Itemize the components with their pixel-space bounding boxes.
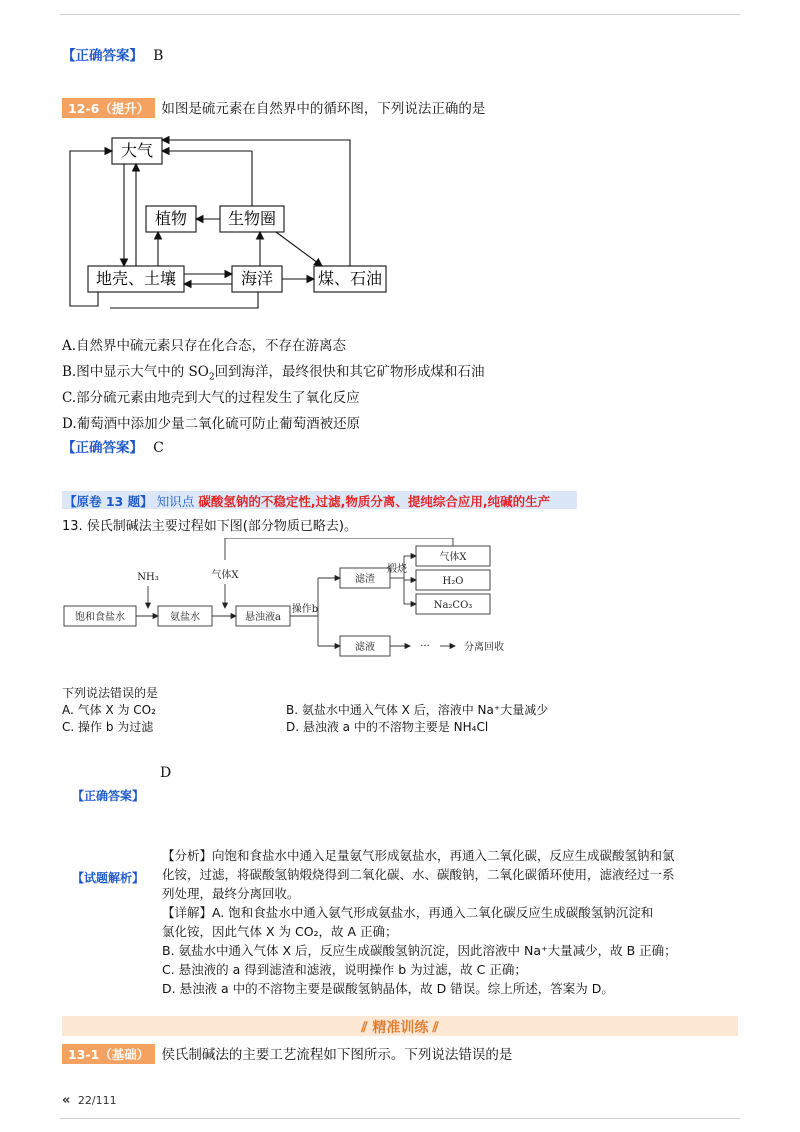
section-deco-right: ⫽ (432, 1020, 439, 1036)
label-dots: ··· (420, 641, 430, 652)
node-coal: 煤、石油 (317, 269, 383, 288)
answer-value: C (153, 440, 164, 456)
analysis-label: 【试题解析】 (72, 871, 145, 885)
answer-label: 【正确答案】 (62, 440, 143, 456)
node-biosphere: 生物圈 (227, 209, 277, 228)
label-operation-b: 操作b (291, 604, 319, 615)
knowledge-point-line (64, 492, 550, 510)
analysis-line: 【详解】A. 饱和食盐水中通入氨气形成氨盐水，再通入二氧化碳反应生成碳酸氢钠沉淀和 (162, 905, 654, 920)
question-stem: 如图是硫元素在自然界中的循环图，下列说法正确的是 (161, 101, 486, 117)
option-b-post: 回到海洋，最终很快和其它矿物形成煤和石油 (214, 364, 485, 380)
footer-chevron-icon: « (62, 1093, 71, 1108)
question-13-1-heading (62, 1043, 512, 1064)
option-13-c: C. 操作 b 为过滤 (62, 720, 154, 734)
node-atmosphere: 大气 (120, 141, 154, 160)
bottom-divider (60, 1118, 740, 1119)
hou-process-flow (60, 538, 530, 668)
question-tag: 13-1（基础） (62, 1044, 155, 1064)
option-b-pre: B.图中显示大气中的 SO (62, 364, 209, 380)
section-title: 精准训练 (372, 1020, 429, 1036)
answer-13-label: 【正确答案】 (72, 789, 145, 803)
label-calcine: 煅烧 (387, 564, 407, 575)
original-question-label: 【原卷 13 题】 (64, 494, 153, 509)
top-divider (60, 14, 740, 15)
analysis-line: 列处理，最终分离回收。 (162, 886, 300, 901)
node-plant: 植物 (154, 209, 188, 228)
question-stem: 侯氏制碱法的主要工艺流程如下图所示。下列说法错误的是 (161, 1047, 513, 1063)
answer-13-value: D (160, 765, 172, 781)
option-13-d: D. 悬浊液 a 中的不溶物主要是 NH₄Cl (286, 720, 489, 734)
answer-line (62, 44, 163, 64)
answer-line-12-6 (62, 436, 164, 456)
label-residue: 滤渣 (355, 574, 375, 585)
option-13-b: B. 氨盐水中通入气体 X 后，溶液中 Na⁺大量减少 (286, 703, 549, 717)
section-deco-left: ⫽ (361, 1020, 373, 1036)
knowledge-point-label: 知识点 (156, 494, 195, 509)
option-a: A.自然界中硫元素只存在化合态，不存在游离态 (62, 338, 347, 354)
section-heading (0, 1017, 800, 1037)
question-13-prompt: 下列说法错误的是 (62, 686, 159, 700)
option-13-a: A. 气体 X 为 CO₂ (62, 703, 156, 717)
answer-value: B (153, 48, 164, 64)
analysis-line: D. 悬浊液 a 中的不溶物主要是碳酸氢钠晶体，故 D 错误。综上所述，答案为 D。 (162, 981, 614, 996)
analysis-body (162, 846, 742, 998)
label-filtrate: 滤液 (355, 642, 375, 653)
node-ocean: 海洋 (240, 269, 274, 288)
analysis-line: 化铵，过滤，将碳酸氢钠煅烧得到二氧化碳、水、碳酸钠，二氧化碳循环使用，滤液经过一系 (162, 867, 675, 882)
option-c: C.部分硫元素由地壳到大气的过程发生了氧化反应 (62, 390, 360, 406)
question-tag: 12-6（提升） (62, 98, 155, 118)
label-out-na2co3: Na₂CO₃ (433, 600, 473, 611)
label-nh3: NH₃ (137, 572, 159, 583)
label-saturated-brine: 饱和食盐水 (75, 612, 125, 623)
analysis-line: 氯化铵，因此气体 X 为 CO₂，故 A 正确； (162, 924, 398, 939)
label-suspension: 悬浊液a (245, 612, 281, 623)
label-out-gas: 气体X (439, 552, 467, 563)
knowledge-point-text: 碳酸氢钠的不稳定性,过滤,物质分离、提纯综合应用,纯碱的生产 (198, 494, 551, 509)
node-crust: 地壳、土壤 (95, 269, 177, 288)
footer (62, 1093, 117, 1108)
option-b-sub: 2 (208, 372, 215, 383)
analysis-line: B. 氨盐水中通入气体 X 后，反应生成碳酸氢钠沉淀，因此溶液中 Na⁺大量减少，故 B 正确； (162, 943, 677, 958)
answer-label: 【正确答案】 (62, 48, 143, 64)
page-number: 22/111 (77, 1094, 117, 1107)
option-d: D.葡萄酒中添加少量二氧化硫可防止葡萄酒被还原 (62, 416, 361, 432)
label-out-h2o: H₂O (442, 576, 464, 587)
option-b (62, 360, 485, 383)
sulfur-cycle-diagram (60, 130, 400, 315)
analysis-line: C. 悬浊液的 a 得到滤渣和滤液，说明操作 b 为过滤，故 C 正确； (162, 962, 527, 977)
label-gas-x: 气体X (211, 570, 239, 581)
label-ammonia-brine: 氨盐水 (170, 612, 200, 623)
question-heading (62, 97, 485, 118)
label-recycle: 分离回收 (464, 642, 504, 653)
analysis-line: 【分析】向饱和食盐水中通入足量氨气形成氨盐水，再通入二氧化碳，反应生成碳酸氢钠和氯 (162, 848, 675, 863)
question-13-stem: 13. 侯氏制碱法主要过程如下图(部分物质已略去)。 (62, 519, 357, 534)
